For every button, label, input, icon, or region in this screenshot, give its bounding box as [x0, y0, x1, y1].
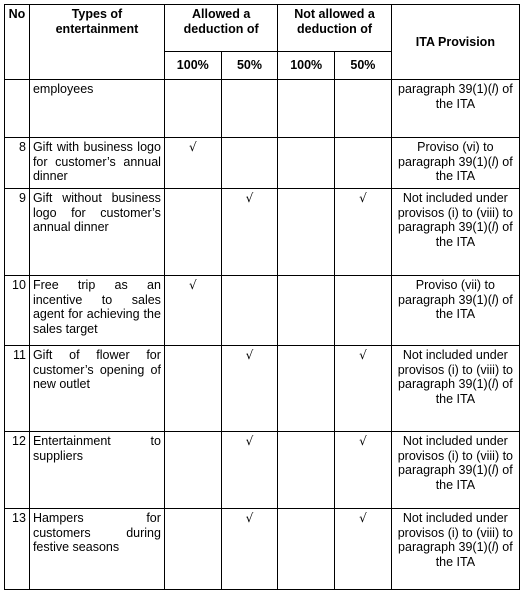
- cell-not100: [278, 346, 335, 432]
- cell-allowed100: [164, 80, 221, 138]
- ita-text-post: ) of the ITA: [435, 377, 513, 406]
- ita-text-pre: Not included under provisos (i) to (viii) to paragraph 39(1)(: [397, 191, 514, 234]
- cell-not50: [335, 138, 392, 189]
- ita-text-post: ) of the ITA: [435, 540, 513, 569]
- check-mark-icon: √: [245, 434, 254, 448]
- ita-provision: [391, 80, 519, 138]
- cell-not50: [335, 189, 392, 276]
- ita-text-pre: Not included under provisos (i) to (viii) to paragraph 39(1)(: [397, 434, 514, 477]
- check-mark-icon: √: [188, 140, 197, 154]
- entertainment-type: Free trip as an incentive to sales agent for achieving the sales target: [29, 276, 164, 346]
- ita-text-pre: Proviso (vii) to paragraph 39(1)(: [398, 278, 495, 307]
- ita-text-italic: l: [491, 82, 495, 96]
- cell-allowed50: [221, 80, 278, 138]
- row-number: 11: [5, 346, 30, 432]
- check-mark-icon: √: [359, 434, 367, 448]
- cell-allowed100: [164, 189, 221, 276]
- check-mark-icon: √: [245, 348, 254, 362]
- ita-provision: [391, 276, 519, 346]
- row-number: 12: [5, 432, 30, 509]
- entertainment-deduction-table: [4, 4, 520, 590]
- entertainment-type: Gift with business logo for customer’s annual dinner: [29, 138, 164, 189]
- ita-provision: [391, 346, 519, 432]
- check-mark-icon: √: [359, 191, 367, 205]
- cell-allowed100: [164, 276, 221, 346]
- ita-provision: [391, 189, 519, 276]
- cell-not100: [278, 276, 335, 346]
- cell-allowed100: [164, 509, 221, 590]
- table-row: [5, 346, 520, 432]
- ita-provision: [391, 509, 519, 590]
- check-mark-icon: √: [359, 348, 367, 362]
- table-body: [5, 80, 520, 590]
- table-row: [5, 138, 520, 189]
- table-row: [5, 80, 520, 138]
- cell-not100: [278, 138, 335, 189]
- header-allowed-50: 50%: [221, 52, 278, 80]
- cell-allowed100: [164, 346, 221, 432]
- ita-text-post: ) of the ITA: [435, 220, 513, 249]
- header-allowed: Allowed a deduction of: [164, 5, 277, 52]
- cell-allowed50: [221, 346, 278, 432]
- header-not-allowed-50: 50%: [335, 52, 392, 80]
- cell-not50: [335, 276, 392, 346]
- ita-text-post: ) of the ITA: [435, 463, 513, 492]
- ita-provision: [391, 432, 519, 509]
- header-allowed-100: 100%: [164, 52, 221, 80]
- check-mark-icon: √: [245, 511, 254, 525]
- cell-allowed50: [221, 432, 278, 509]
- row-number: 9: [5, 189, 30, 276]
- ita-text-italic: l: [491, 220, 495, 234]
- table-row: [5, 276, 520, 346]
- cell-not100: [278, 80, 335, 138]
- ita-text-italic: l: [491, 463, 495, 477]
- row-number: 10: [5, 276, 30, 346]
- entertainment-type: Gift without business logo for customer’s annual dinner: [29, 189, 164, 276]
- check-mark-icon: √: [245, 191, 254, 205]
- cell-allowed50: [221, 189, 278, 276]
- cell-not50: [335, 80, 392, 138]
- table-row: [5, 509, 520, 590]
- ita-text-post: ) of the ITA: [435, 292, 513, 321]
- cell-not100: [278, 432, 335, 509]
- table-row: [5, 189, 520, 276]
- cell-not50: [335, 509, 392, 590]
- ita-text-pre: paragraph 39(1)(: [398, 82, 492, 96]
- ita-text-post: ) of the ITA: [435, 82, 513, 111]
- row-number: [5, 80, 30, 138]
- cell-not50: [335, 346, 392, 432]
- header-types: Types of entertainment: [29, 5, 164, 80]
- cell-allowed100: [164, 138, 221, 189]
- ita-provision: [391, 138, 519, 189]
- ita-text-pre: Not included under provisos (i) to (viii) to paragraph 39(1)(: [397, 348, 514, 391]
- header-ita-provision: ITA Provision: [391, 5, 519, 80]
- header-not-allowed: Not allowed a deduction of: [278, 5, 391, 52]
- header-no: No: [5, 5, 30, 80]
- entertainment-type: Entertainment to suppliers: [29, 432, 164, 509]
- check-mark-icon: √: [188, 278, 197, 292]
- table-row: [5, 432, 520, 509]
- entertainment-type: employees: [29, 80, 164, 138]
- ita-text-italic: l: [491, 292, 495, 307]
- cell-not100: [278, 509, 335, 590]
- cell-allowed50: [221, 276, 278, 346]
- entertainment-type: Hampers for customers during festive seasons: [29, 509, 164, 590]
- header-not-allowed-100: 100%: [278, 52, 335, 80]
- ita-text-italic: l: [491, 154, 495, 169]
- row-number: 13: [5, 509, 30, 590]
- ita-text-post: ) of the ITA: [435, 154, 513, 183]
- ita-text-italic: l: [491, 377, 495, 391]
- entertainment-type: Gift of flower for customer’s opening of new outlet: [29, 346, 164, 432]
- row-number: 8: [5, 138, 30, 189]
- check-mark-icon: √: [359, 511, 367, 525]
- cell-not50: [335, 432, 392, 509]
- cell-allowed100: [164, 432, 221, 509]
- ita-text-pre: Not included under provisos (i) to (viii) to paragraph 39(1)(: [397, 511, 514, 554]
- header-row: [5, 5, 520, 52]
- ita-text-pre: Proviso (vi) to paragraph 39(1)(: [398, 140, 494, 169]
- cell-allowed50: [221, 509, 278, 590]
- cell-not100: [278, 189, 335, 276]
- ita-text-italic: l: [491, 540, 495, 554]
- cell-allowed50: [221, 138, 278, 189]
